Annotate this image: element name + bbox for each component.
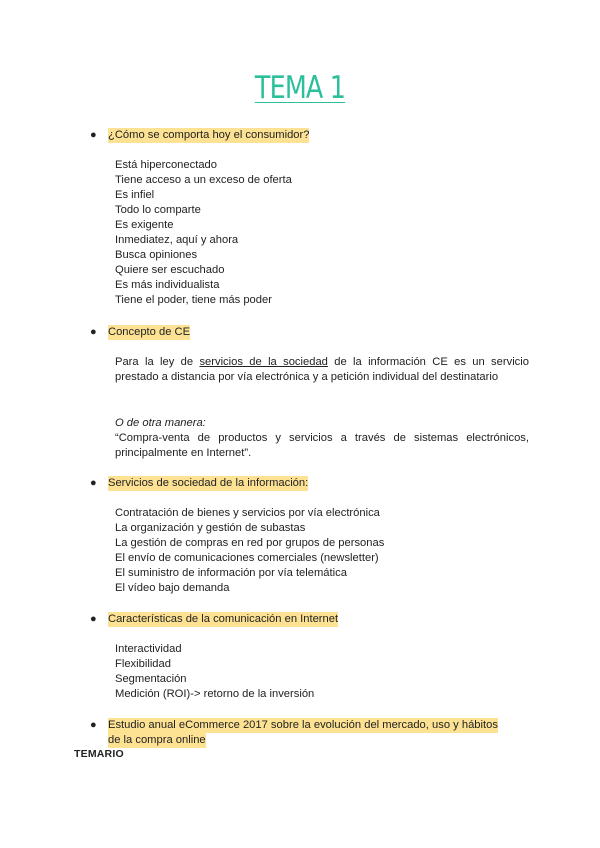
list-item: Inmediatez, aquí y ahora [115,234,239,246]
characteristics-list [115,642,529,702]
list-item: El suministro de información por vía telemática [115,567,347,579]
list-item: Flexibilidad [115,658,171,670]
page-title [54,70,546,106]
consumer-list [115,158,529,308]
underlined-term: servicios de la sociedad [199,356,328,368]
paragraph-text: Para la ley de [115,356,200,368]
ce-definition-paragraph [115,355,529,385]
heading-text: Características de la comunicación en Internet [108,613,339,625]
heading-text: Concepto de CE [108,326,191,338]
list-item: Es infiel [115,189,155,201]
list-item: Contratación de bienes y servicios por vía electrónica [115,507,380,519]
list-item: La gestión de compras en red por grupos de personas [115,537,385,549]
section-heading-internet-communication [90,612,510,627]
list-item: Tiene el poder, tiene más poder [115,294,272,306]
list-item: El vídeo bajo demanda [115,582,230,594]
section-heading-information-services [90,476,510,491]
heading-text: ¿Cómo se comporta hoy el consumidor? [108,129,310,141]
heading-text: Estudio anual eCommerce 2017 sobre la evolución del mercado, uso y hábitos de la compra online [108,719,498,746]
footer-label: TEMARIO [74,748,124,760]
list-item: Es más individualista [115,279,220,291]
list-item: Quiere ser escuchado [115,264,225,276]
section-heading-ce-concept [90,325,510,340]
list-item: Tiene acceso a un exceso de oferta [115,174,292,186]
bullet-icon: ● [90,613,97,625]
list-item: Interactividad [115,643,182,655]
list-item: Está hiperconectado [115,159,217,171]
title-text: TEMA 1 [254,70,346,106]
alt-definition-label: O de otra manera: [115,417,206,429]
alt-definition-quote: “Compra-venta de productos y servicios a través de sistemas electrónicos, principalmente en Internet”. [115,432,529,459]
bullet-icon: ● [90,719,97,731]
list-item: El envío de comunicaciones comerciales (newsletter) [115,552,379,564]
heading-text: Servicios de sociedad de la información: [108,477,309,489]
list-item: Segmentación [115,673,187,685]
list-item: Busca opiniones [115,249,198,261]
list-item: La organización y gestión de subastas [115,522,306,534]
bullet-icon: ● [90,129,97,141]
list-item: Medición (ROI)-> retorno de la inversión [115,688,315,700]
bullet-icon: ● [90,477,97,489]
section-heading-consumer [90,128,510,143]
list-item: Es exigente [115,219,174,231]
bullet-icon: ● [90,326,97,338]
services-list [115,506,529,596]
list-item: Todo lo comparte [115,204,201,216]
section-heading-ecommerce-study [90,718,500,748]
paragraph-text: de la información CE es un servicio prestado a distancia por vía electrónica y a petición individual del destinatario [115,356,529,383]
